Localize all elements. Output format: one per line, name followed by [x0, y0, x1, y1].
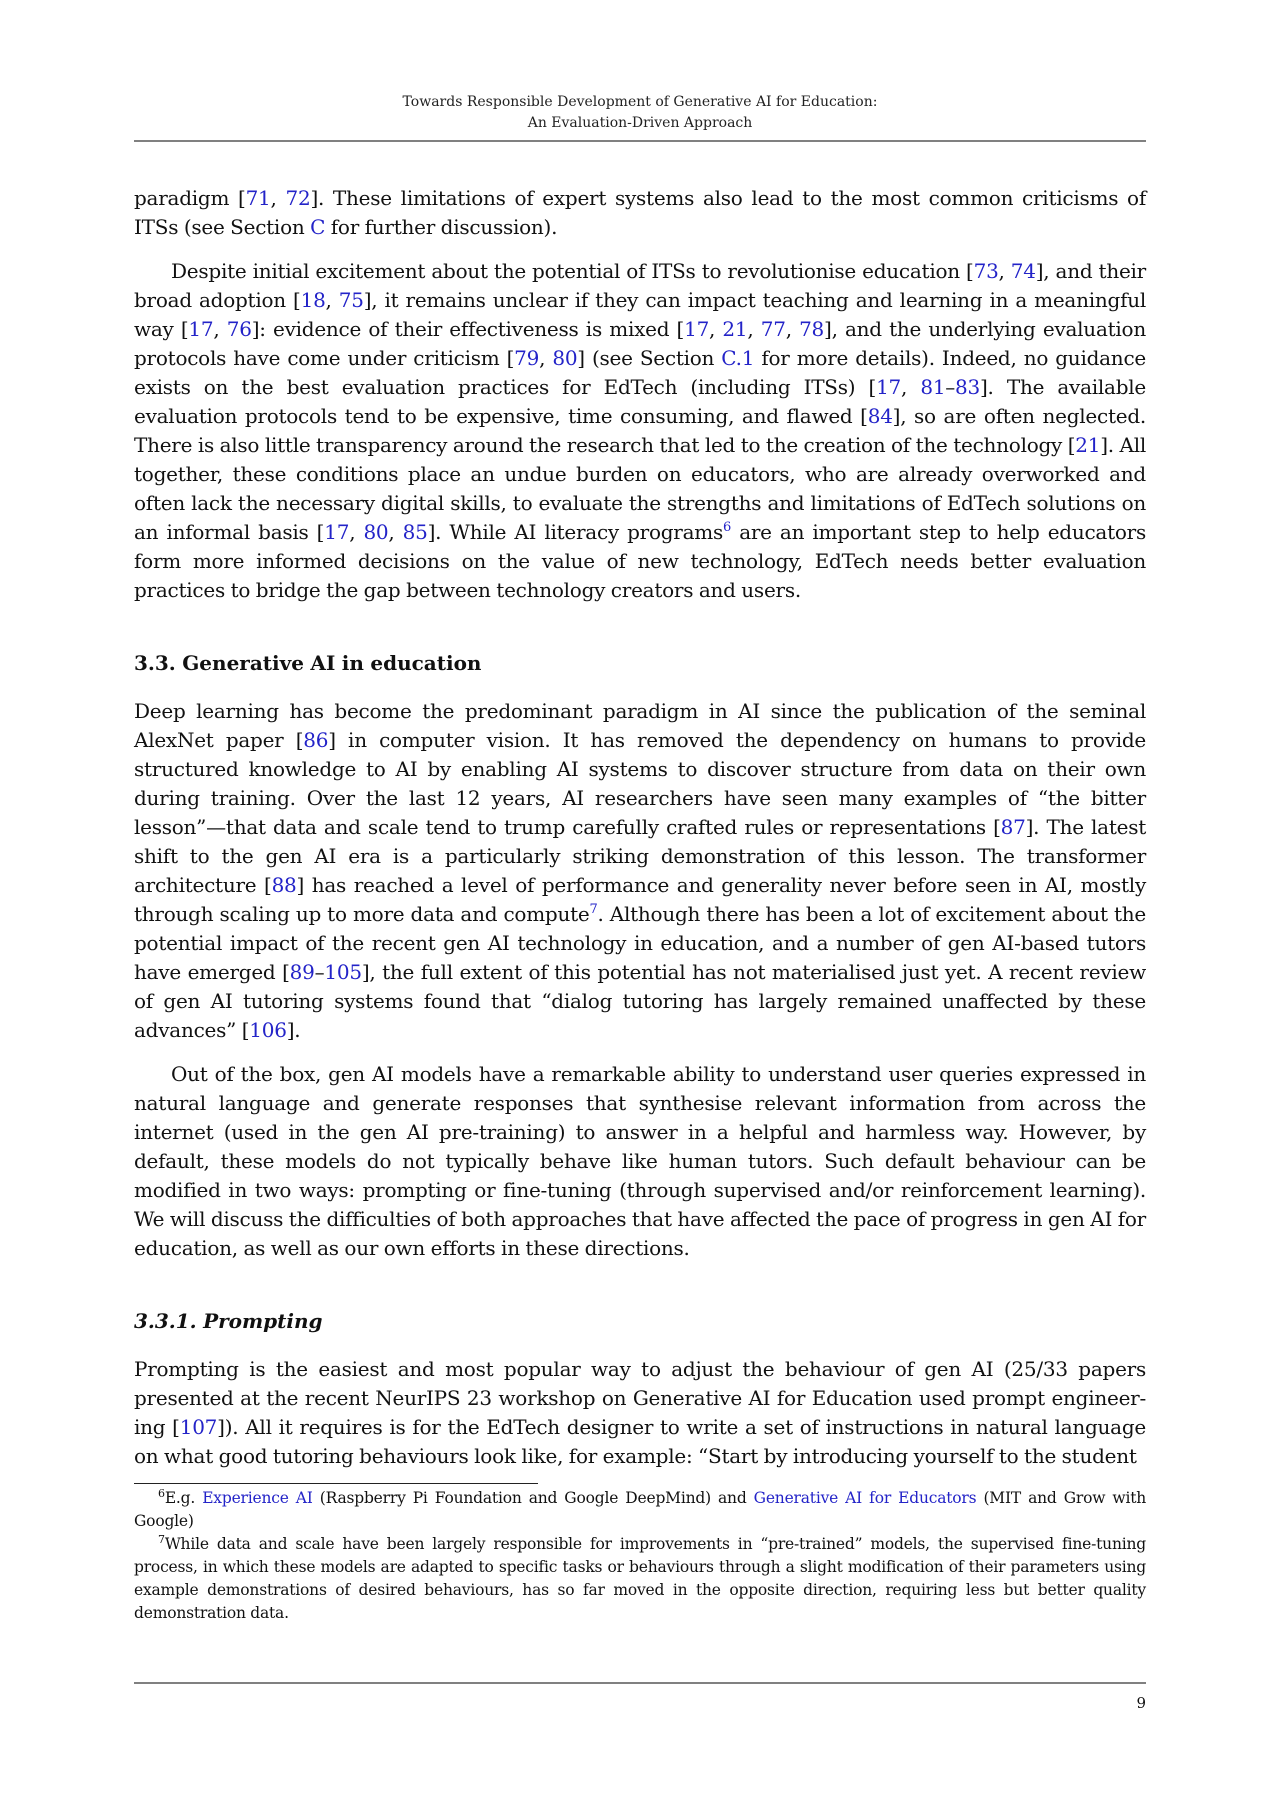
citation-link[interactable]: 17 [188, 317, 214, 341]
text: ], and their broad adoption [ [134, 259, 1146, 312]
text: are an important step to help educators form more informed decisions on the value of new technology, EdTech needs better evaluation practices to bridge the gap between technology creators and users. [134, 520, 1146, 602]
text: (MIT and Grow with Google) [134, 1489, 1147, 1530]
text: , [325, 288, 339, 312]
experience-ai-link[interactable]: Experience AI [202, 1489, 313, 1507]
text: ] has reached a level of performance and generality never before seen in AI, mostly through scaling up to more data and compute [134, 873, 1146, 926]
text: , [388, 520, 403, 544]
citation-link[interactable]: 81 [920, 375, 946, 399]
citation-link[interactable]: 83 [955, 375, 980, 399]
footnote-mark: 6 [158, 1487, 165, 1500]
citation-link[interactable]: 77 [760, 317, 786, 341]
text: ]). All it requires is for the EdTech designer to write a set of instructions in natural language on what good tutoring behaviours look like, for example: “Start by introducing yourself to the student [134, 1415, 1146, 1468]
citation-link[interactable]: 84 [867, 404, 893, 428]
citation-link[interactable]: 71 [245, 186, 271, 210]
text: . Although there has been a lot of excitement about the potential impact of the recent gen AI technology in education, and a number of gen AI-based tutors have emerged [ [134, 902, 1146, 984]
citation-link[interactable]: 74 [1010, 259, 1036, 283]
paragraph-continued [134, 184, 1146, 242]
citation-link[interactable]: 21 [1075, 433, 1101, 457]
text: While data and scale have been largely responsible for improvements in “pre-trained” models, the supervised fine-tuning process, in which these models are adapted to specific tasks or behaviours through a slight modification of their parameters using example demonstrations of desired behaviours, has so far moved in the opposite direction, requiring less but better quality demonstration data. [134, 1535, 1146, 1622]
text: ]. While AI literacy programs [427, 520, 724, 544]
footnotes [134, 1487, 1146, 1625]
text: ]. All together, these conditions place an undue burden on educators, who are already overworked and often lack the necessary digital skills, to evaluate the strengths and limitations of EdTech solutions on an informal basis [ [134, 433, 1146, 544]
section-heading-3-3: 3.3. Generative AI in education [134, 651, 482, 675]
citation-link[interactable]: 87 [1000, 815, 1026, 839]
text: , [213, 317, 227, 341]
text: paradigm [ [134, 186, 246, 210]
footer-rule [134, 1682, 1146, 1684]
text: ]. The available evaluation protocols tend to be expensive, time consuming, and flawed [ [134, 375, 1147, 428]
text: – [945, 375, 956, 399]
citation-link[interactable]: 85 [402, 520, 428, 544]
page-number: 9 [1136, 1694, 1146, 1712]
citation-link[interactable]: 76 [226, 317, 252, 341]
citation-link[interactable]: 86 [303, 728, 329, 752]
paragraph-deep-learning [134, 697, 1146, 1045]
citation-link[interactable]: 105 [324, 960, 362, 984]
subsection-heading-3-3-1: 3.3.1. Prompting [134, 1309, 323, 1333]
text: ], the full extent of this potential has not materialised just yet. A recent review of gen AI tutoring systems found that “dialog tutoring has largely remained unaffected by these advances” [ [134, 960, 1146, 1042]
citation-link[interactable]: 72 [285, 186, 311, 210]
citation-link[interactable]: 106 [249, 1018, 287, 1042]
footnote-7 [134, 1533, 1146, 1625]
citation-link[interactable]: 17 [684, 317, 710, 341]
citation-link[interactable]: 80 [552, 346, 578, 370]
text: Prompting is the easiest and most popular way to adjust the behaviour of gen AI (25/33 papers presented at the recent NeurIPS 23 workshop on Generative AI for Education used prompt engineer- ing [ [134, 1357, 1146, 1439]
text: ], so are often neglected. There is also little transparency around the research that led to the creation of the technology [ [134, 404, 1146, 457]
citation-link[interactable]: 107 [179, 1415, 218, 1439]
text: – [314, 960, 325, 984]
citation-link[interactable]: 21 [722, 317, 748, 341]
citation-link[interactable]: 17 [876, 375, 902, 399]
paragraph-prompting [134, 1355, 1146, 1471]
text: , [539, 346, 553, 370]
citation-link[interactable]: 73 [973, 259, 999, 283]
text: ]. The latest shift to the gen AI era is a particularly striking demonstration of this lesson. The transformer architecture [ [134, 815, 1146, 897]
footnote-marker-link[interactable]: 6 [723, 520, 732, 535]
text: for further discussion). [325, 215, 558, 239]
text: Deep learning has become the predominant paradigm in AI since the publication of the seminal AlexNet paper [ [134, 699, 1146, 752]
section-link[interactable]: C [310, 215, 326, 239]
text: , [349, 520, 364, 544]
text: , [709, 317, 723, 341]
text: , [747, 317, 761, 341]
running-header [134, 92, 1146, 134]
footnote-mark: 7 [158, 1533, 165, 1546]
citation-link[interactable]: 75 [338, 288, 364, 312]
body-text [134, 184, 1146, 1471]
header-title-line1: Towards Responsible Development of Generative AI for Education: [402, 94, 878, 110]
citation-link[interactable]: 18 [300, 288, 326, 312]
text: , [270, 186, 286, 210]
text: ], and the underlying evaluation protocols have come under criticism [ [134, 317, 1146, 370]
citation-link[interactable]: 78 [799, 317, 825, 341]
paragraph-out-of-the-box: Out of the box, gen AI models have a remarkable ability to understand user queries expressed in natural language and generate responses that synthesise relevant information from across the internet (used in the gen AI pre-training) to answer in a helpful and harmless way. However, by default, these models do not typically behave like human tutors. Such default behaviour can be modified in two ways: prompting or fine-tuning (through supervised and/or reinforcement learning). We will discuss the difficulties of both approaches that have affected the pace of progress in gen AI for education, as well as our own efforts in these directions. [134, 1062, 1146, 1260]
citation-link[interactable]: 80 [363, 520, 389, 544]
citation-link[interactable]: 88 [271, 873, 297, 897]
text: , [998, 259, 1011, 283]
header-rule [134, 140, 1146, 142]
text: for more details). Indeed, no guidance exists on the best evaluation practices for EdTech (including ITSs) [ [134, 346, 1146, 399]
text: , [785, 317, 800, 341]
text: ]: evidence of their effectiveness is mixed [ [251, 317, 685, 341]
footnote-6 [134, 1487, 1146, 1533]
text: E.g. [164, 1489, 203, 1507]
text: (Raspberry Pi Foundation and Google DeepMind) and [312, 1489, 754, 1507]
text: ] in computer vision. It has removed the dependency on humans to provide structured knowledge to AI by enabling AI systems to discover structure from data on their own during training. Over the last 12 years, AI researchers have seen many examples of “the bitter lesson”—that data and scale tend to trump carefully crafted rules or representations [ [134, 728, 1146, 839]
header-title-line2: An Evaluation-Driven Approach [527, 115, 753, 131]
generative-ai-for-educators-link[interactable]: Generative AI for Educators [753, 1489, 977, 1507]
text: Despite initial excitement about the potential of ITSs to revolutionise education [ [171, 259, 974, 283]
text: , [901, 375, 921, 399]
footnote-rule [134, 1483, 538, 1484]
text: ] (see Section [577, 346, 722, 370]
text: ], it remains unclear if they can impact teaching and learning in a meaningful way [ [134, 288, 1146, 341]
section-link[interactable]: C.1 [721, 346, 755, 370]
citation-link[interactable]: 17 [324, 520, 350, 544]
footnote-marker-link[interactable]: 7 [589, 902, 598, 917]
paragraph-its-evaluation [134, 257, 1146, 605]
citation-link[interactable]: 79 [514, 346, 540, 370]
citation-link[interactable]: 89 [289, 960, 315, 984]
text: ]. [286, 1018, 301, 1042]
text: ]. These limitations of expert systems also lead to the most common criticisms of ITSs (see Section [134, 186, 1147, 239]
